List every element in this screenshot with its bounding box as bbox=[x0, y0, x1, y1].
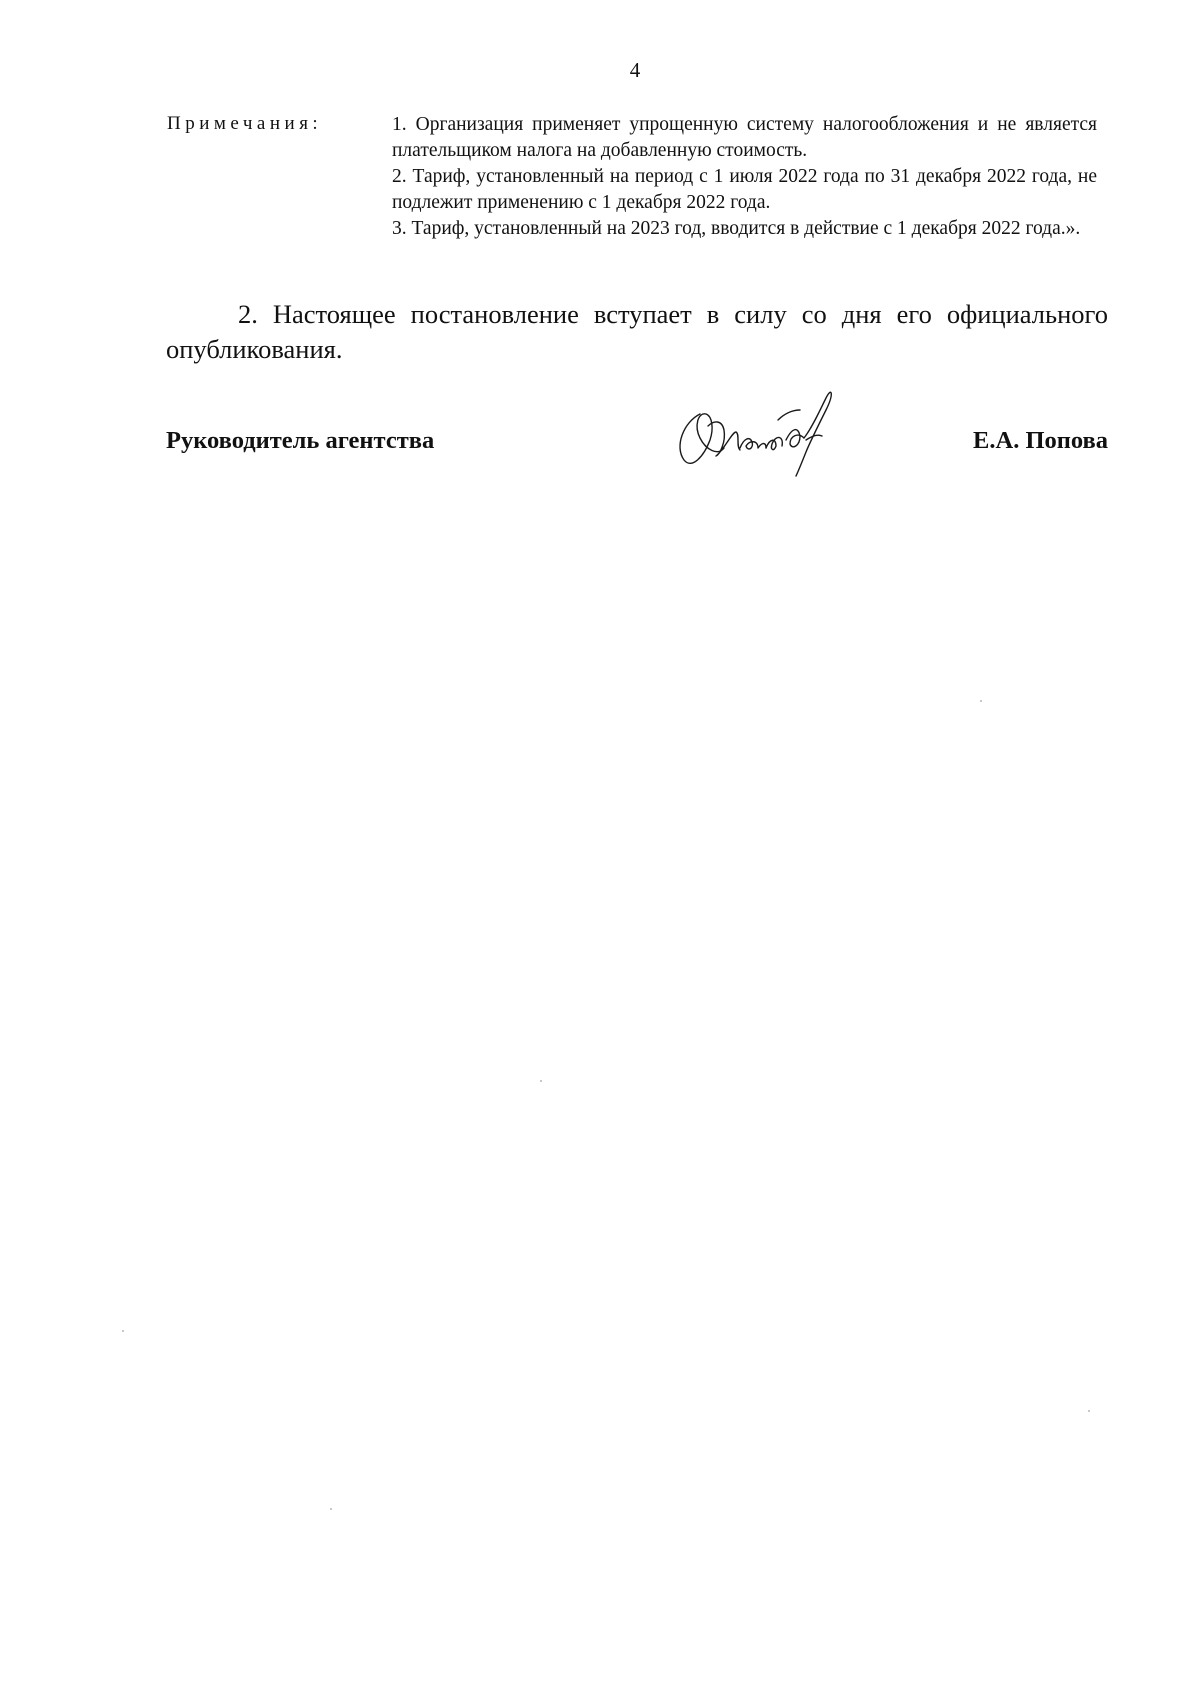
note-item: 2. Тариф, установленный на период с 1 июля 2022 года по 31 декабря 2022 года, не подлежит применению с 1 декабря 2022 года. bbox=[392, 166, 1097, 213]
notes-label: Примечания: bbox=[167, 113, 323, 134]
note-item: 1. Организация применяет упрощенную систему налогообложения и не является плательщиком налога на добавленную стоимость. bbox=[392, 114, 1097, 161]
scan-speck bbox=[980, 700, 982, 702]
scan-speck bbox=[540, 1080, 542, 1082]
scan-speck bbox=[330, 1508, 332, 1510]
signature-block bbox=[166, 380, 1108, 490]
signer-position: Руководитель агентства bbox=[166, 427, 435, 454]
scan-speck bbox=[122, 1330, 124, 1332]
note-item: 3. Тариф, установленный на 2023 год, вводится в действие с 1 декабря 2022 года.». bbox=[392, 218, 1081, 239]
notes-section bbox=[167, 112, 1097, 242]
handwritten-signature bbox=[666, 380, 846, 480]
notes-list bbox=[392, 112, 1097, 242]
page-number: 4 bbox=[629, 58, 641, 82]
scan-speck bbox=[1088, 1410, 1090, 1412]
signer-name: Е.А. Попова bbox=[973, 427, 1108, 454]
effective-date-paragraph: 2. Настоящее постановление вступает в силу со дня его официального опубликования. bbox=[166, 299, 1108, 364]
